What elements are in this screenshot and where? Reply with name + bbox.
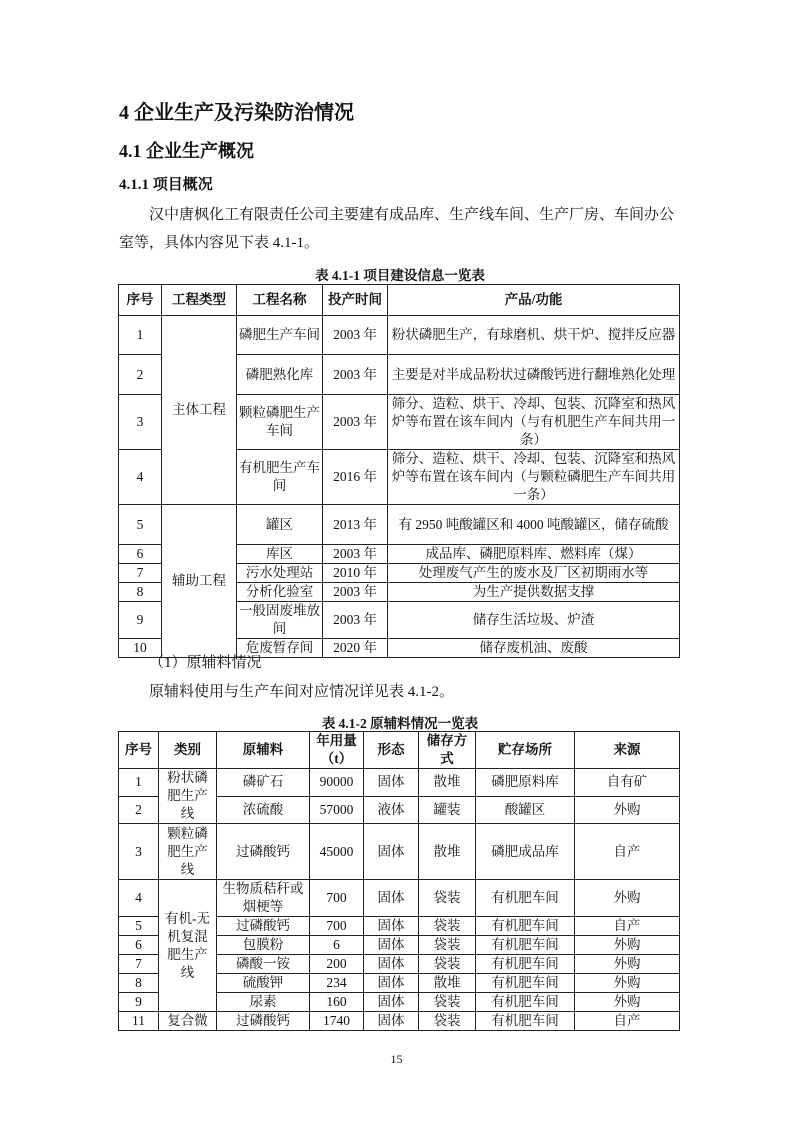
cell-store: 罐装 <box>419 796 476 824</box>
table-header-cell: 年用量（t） <box>310 732 364 769</box>
project-type: 主体工程 <box>162 316 237 505</box>
table-header-cell: 序号 <box>119 285 162 316</box>
cell-store: 散堆 <box>419 974 476 993</box>
table-header-cell: 原辅料 <box>217 732 310 769</box>
start-year: 2003 年 <box>323 545 388 564</box>
project-type: 辅助工程 <box>162 505 237 658</box>
table1-caption: 表 4.1-1 项目建设信息一览表 <box>315 268 485 283</box>
product-function: 主要是对半成品粉状过磷酸钙进行翻堆熟化处理 <box>388 355 680 395</box>
cell-place: 有机肥车间 <box>476 993 575 1012</box>
category: 有机-无机复混肥生产线 <box>159 880 217 1012</box>
row-number: 3 <box>119 395 162 450</box>
row-number: 7 <box>119 564 162 583</box>
subsection-heading: 4.1 企业生产概况 <box>119 141 254 161</box>
cell-src: 自产 <box>575 824 680 880</box>
product-function: 筛分、造粒、烘干、冷却、包装、沉降室和热风炉等布置在该车间内（与颗粒磷肥生产车间共用一条） <box>388 450 680 505</box>
cell-qty: 45000 <box>310 824 364 880</box>
project-name: 罐区 <box>237 505 323 545</box>
cell-state: 固体 <box>364 955 419 974</box>
cell-src: 外购 <box>575 974 680 993</box>
row-number: 11 <box>119 1012 159 1031</box>
project-info-table <box>118 284 680 658</box>
cell-store: 袋装 <box>419 917 476 936</box>
project-name: 磷肥生产车间 <box>237 316 323 355</box>
project-name: 分析化验室 <box>237 583 323 602</box>
cell-mat: 磷酸一铵 <box>217 955 310 974</box>
cell-qty: 90000 <box>310 769 364 797</box>
cell-store: 袋装 <box>419 993 476 1012</box>
cell-place: 有机肥车间 <box>476 1012 575 1031</box>
cell-place: 有机肥车间 <box>476 974 575 993</box>
product-function: 粉状磷肥生产，有球磨机、烘干炉、搅拌反应器 <box>388 316 680 355</box>
table-header-cell: 序号 <box>119 732 159 769</box>
product-function: 储存废机油、废酸 <box>388 639 680 658</box>
cell-src: 外购 <box>575 796 680 824</box>
category: 颗粒磷肥生产线 <box>159 824 217 880</box>
cell-mat: 硫酸钾 <box>217 974 310 993</box>
cell-qty: 234 <box>310 974 364 993</box>
row-number: 3 <box>119 824 159 880</box>
cell-state: 固体 <box>364 824 419 880</box>
start-year: 2003 年 <box>323 395 388 450</box>
table-header-cell: 储存方式 <box>419 732 476 769</box>
cell-place: 磷肥原料库 <box>476 769 575 797</box>
project-name: 磷肥熟化库 <box>237 355 323 395</box>
cell-src: 自产 <box>575 917 680 936</box>
project-name: 危废暂存间 <box>237 639 323 658</box>
materials-subheading: （1）原辅料情况 <box>149 655 262 671</box>
cell-src: 外购 <box>575 993 680 1012</box>
cell-src: 外购 <box>575 936 680 955</box>
product-function: 筛分、造粒、烘干、冷却、包装、沉降室和热风炉等布置在该车间内（与有机肥生产车间共用一条） <box>388 395 680 450</box>
project-name: 一般固废堆放间 <box>237 602 323 639</box>
cell-store: 袋装 <box>419 955 476 974</box>
cell-qty: 200 <box>310 955 364 974</box>
product-function: 为生产提供数据支撑 <box>388 583 680 602</box>
cell-mat: 过磷酸钙 <box>217 1012 310 1031</box>
cell-mat: 过磷酸钙 <box>217 917 310 936</box>
table-row <box>119 769 680 797</box>
row-number: 9 <box>119 602 162 639</box>
cell-place: 有机肥车间 <box>476 936 575 955</box>
row-number: 9 <box>119 993 159 1012</box>
row-number: 4 <box>119 880 159 917</box>
cell-qty: 57000 <box>310 796 364 824</box>
table-row <box>119 1012 680 1031</box>
row-number: 8 <box>119 974 159 993</box>
table-header-cell: 工程名称 <box>237 285 323 316</box>
table-header-cell: 来源 <box>575 732 680 769</box>
cell-store: 袋装 <box>419 1012 476 1031</box>
table-row <box>119 880 680 917</box>
start-year: 2010 年 <box>323 564 388 583</box>
row-number: 6 <box>119 545 162 564</box>
product-function: 储存生活垃圾、炉渣 <box>388 602 680 639</box>
category: 复合微 <box>159 1012 217 1031</box>
cell-qty: 1740 <box>310 1012 364 1031</box>
table-row <box>119 824 680 880</box>
page-number: 15 <box>390 1052 403 1066</box>
start-year: 2003 年 <box>323 316 388 355</box>
row-number: 8 <box>119 583 162 602</box>
table-header-cell: 类别 <box>159 732 217 769</box>
cell-qty: 700 <box>310 880 364 917</box>
cell-state: 固体 <box>364 917 419 936</box>
cell-src: 外购 <box>575 955 680 974</box>
cell-store: 散堆 <box>419 769 476 797</box>
cell-state: 固体 <box>364 974 419 993</box>
section-heading: 4 企业生产及污染防治情况 <box>119 102 354 124</box>
project-name: 有机肥生产车间 <box>237 450 323 505</box>
row-number: 5 <box>119 917 159 936</box>
row-number: 1 <box>119 769 159 797</box>
start-year: 2003 年 <box>323 355 388 395</box>
cell-store: 袋装 <box>419 936 476 955</box>
category: 粉状磷肥生产线 <box>159 769 217 824</box>
table-row <box>119 505 680 545</box>
start-year: 2003 年 <box>323 583 388 602</box>
row-number: 7 <box>119 955 159 974</box>
cell-place: 有机肥车间 <box>476 880 575 917</box>
cell-mat: 浓硫酸 <box>217 796 310 824</box>
cell-qty: 700 <box>310 917 364 936</box>
raw-materials-table <box>118 731 680 1031</box>
start-year: 2020 年 <box>323 639 388 658</box>
project-name: 污水处理站 <box>237 564 323 583</box>
cell-place: 酸罐区 <box>476 796 575 824</box>
row-number: 1 <box>119 316 162 355</box>
cell-mat: 磷矿石 <box>217 769 310 797</box>
table-header-cell: 工程类型 <box>162 285 237 316</box>
table-header-cell: 形态 <box>364 732 419 769</box>
cell-state: 固体 <box>364 880 419 917</box>
row-number: 2 <box>119 796 159 824</box>
table2-caption: 表 4.1-2 原辅料情况一览表 <box>321 716 479 731</box>
table-header-cell: 产品/功能 <box>388 285 680 316</box>
cell-qty: 160 <box>310 993 364 1012</box>
cell-state: 固体 <box>364 993 419 1012</box>
materials-intro-paragraph: 原辅料使用与生产车间对应情况详见表 4.1-2。 <box>149 684 454 700</box>
subsubsection-heading: 4.1.1 项目概况 <box>119 177 213 193</box>
product-function: 有 2950 吨酸罐区和 4000 吨酸罐区，储存硫酸 <box>388 505 680 545</box>
cell-state: 液体 <box>364 796 419 824</box>
row-number: 5 <box>119 505 162 545</box>
table-header-cell: 贮存场所 <box>476 732 575 769</box>
intro-paragraph: 汉中唐枫化工有限责任公司主要建有成品库、生产线车间、生产厂房、车间办公室等，具体内容见下表 4.1-1。 <box>119 207 675 251</box>
cell-src: 自有矿 <box>575 769 680 797</box>
start-year: 2003 年 <box>323 602 388 639</box>
cell-place: 磷肥成品库 <box>476 824 575 880</box>
row-number: 2 <box>119 355 162 395</box>
row-number: 4 <box>119 450 162 505</box>
start-year: 2016 年 <box>323 450 388 505</box>
row-number: 10 <box>119 639 162 658</box>
cell-mat: 生物质秸秆或烟梗等 <box>217 880 310 917</box>
project-name: 颗粒磷肥生产车间 <box>237 395 323 450</box>
cell-state: 固体 <box>364 1012 419 1031</box>
cell-store: 散堆 <box>419 824 476 880</box>
cell-place: 有机肥车间 <box>476 955 575 974</box>
cell-mat: 尿素 <box>217 993 310 1012</box>
row-number: 6 <box>119 936 159 955</box>
cell-mat: 包膜粉 <box>217 936 310 955</box>
cell-store: 袋装 <box>419 880 476 917</box>
table-header-cell: 投产时间 <box>323 285 388 316</box>
cell-state: 固体 <box>364 769 419 797</box>
cell-state: 固体 <box>364 936 419 955</box>
cell-mat: 过磷酸钙 <box>217 824 310 880</box>
cell-src: 自产 <box>575 1012 680 1031</box>
product-function: 处理废气产生的废水及厂区初期雨水等 <box>388 564 680 583</box>
project-name: 库区 <box>237 545 323 564</box>
table-row <box>119 316 680 355</box>
product-function: 成品库、磷肥原料库、燃料库（煤） <box>388 545 680 564</box>
cell-src: 外购 <box>575 880 680 917</box>
cell-qty: 6 <box>310 936 364 955</box>
cell-place: 有机肥车间 <box>476 917 575 936</box>
start-year: 2013 年 <box>323 505 388 545</box>
